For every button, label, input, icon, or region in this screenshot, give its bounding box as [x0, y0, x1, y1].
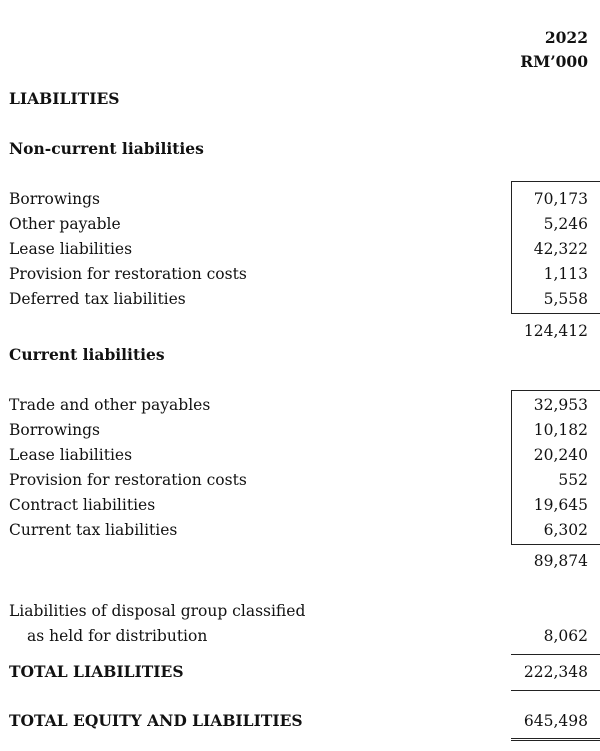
nc-row-label: Provision for restoration costs — [9, 265, 247, 283]
cur-row-label: Contract liabilities — [9, 496, 156, 514]
divider-line — [511, 654, 600, 655]
cur-row-value: 6,302 — [543, 521, 588, 539]
cur-row-label: Borrowings — [9, 421, 100, 439]
nc-row-label: Lease liabilities — [9, 240, 133, 258]
year-header: 2022 — [544, 28, 588, 47]
unit-header: RM’000 — [520, 52, 588, 71]
cur-row-label: Current tax liabilities — [9, 521, 178, 539]
cur-row-value: 552 — [558, 471, 588, 489]
current-heading: Current liabilities — [9, 345, 165, 364]
total-equity-liabilities-label: TOTAL EQUITY AND LIABILITIES — [9, 711, 303, 730]
disposal-value: 8,062 — [543, 627, 588, 645]
cur-row-label: Lease liabilities — [9, 446, 133, 464]
total-liabilities-label: TOTAL LIABILITIES — [9, 662, 184, 681]
disposal-label-line1: Liabilities of disposal group classified — [9, 602, 306, 620]
total-equity-liabilities-value: 645,498 — [523, 712, 588, 730]
cur-row-label: Provision for restoration costs — [9, 471, 247, 489]
cur-row-value: 10,182 — [533, 421, 588, 439]
nc-row-value: 5,558 — [543, 290, 588, 308]
double-underline — [511, 738, 600, 741]
nc-row-value: 42,322 — [533, 240, 588, 258]
nc-row-value: 5,246 — [543, 215, 588, 233]
cur-row-label: Trade and other payables — [9, 396, 211, 414]
cur-row-value: 20,240 — [533, 446, 588, 464]
divider-line — [511, 690, 600, 691]
cur-row-value: 19,645 — [533, 496, 588, 514]
current-total: 89,874 — [533, 552, 588, 570]
non-current-heading: Non-current liabilities — [9, 139, 204, 158]
nc-row-label: Borrowings — [9, 190, 100, 208]
disposal-label-line2: as held for distribution — [27, 627, 208, 645]
non-current-total: 124,412 — [523, 322, 588, 340]
nc-row-label: Other payable — [9, 215, 121, 233]
nc-row-value: 70,173 — [533, 190, 588, 208]
total-liabilities-value: 222,348 — [523, 663, 588, 681]
liabilities-heading: LIABILITIES — [9, 89, 120, 108]
nc-row-label: Deferred tax liabilities — [9, 290, 186, 308]
nc-row-value: 1,113 — [543, 265, 588, 283]
cur-row-value: 32,953 — [533, 396, 588, 414]
